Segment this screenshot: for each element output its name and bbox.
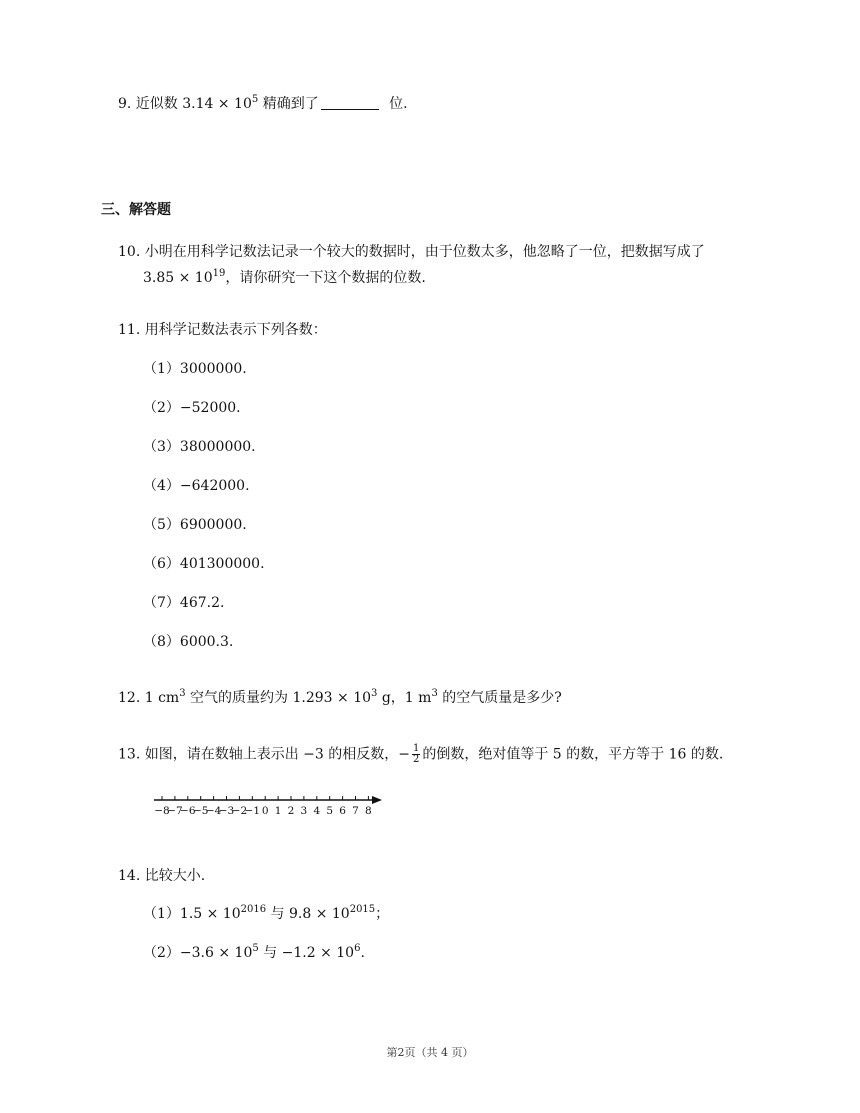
section-title: 三、解答题: [101, 202, 171, 218]
number-line: [150, 792, 390, 820]
q12-part-b: 空气的质量约为 1.293 × 10: [185, 690, 372, 706]
number-line-label: −5: [192, 805, 209, 817]
q14-part-2: [143, 943, 365, 963]
question-12: [118, 688, 562, 708]
q14p1-a: （1）1.5 × 10: [143, 906, 241, 922]
q12-exp-c: 3: [431, 688, 438, 699]
q11-item: （6）401300000.: [143, 556, 265, 572]
number-line-label: 6: [339, 805, 346, 817]
q14p2-b: 与 −1.2 × 10: [258, 945, 355, 961]
q9-prefix: 9. 近似数 3.14 × 10: [118, 96, 252, 112]
question-14-stem: 14. 比较大小.: [118, 868, 206, 884]
number-line-label: 5: [326, 805, 334, 817]
q12-part-c: g，1 m: [377, 690, 432, 706]
q11-item: （3）38000000.: [143, 439, 256, 455]
answer-blank[interactable]: [321, 95, 379, 110]
q14p1-b: 与 9.8 × 10: [266, 906, 350, 922]
number-line-arrow-icon: [372, 796, 382, 804]
q14p2-a: （2）−3.6 × 10: [143, 945, 253, 961]
question-10-line2: [143, 268, 426, 288]
fraction: [412, 744, 420, 765]
q14p1-c: ；: [375, 906, 390, 922]
q10-number: 3.85 × 10: [143, 270, 213, 286]
number-line-label: −8: [154, 805, 170, 817]
number-line-label: −6: [180, 805, 196, 817]
q11-item: （2）−52000.: [143, 400, 241, 416]
number-line-label: 7: [352, 805, 359, 817]
number-line-label: 8: [365, 805, 372, 817]
q14p2-c: .: [360, 945, 365, 961]
q11-item: （5）6900000.: [143, 517, 247, 533]
number-line-label: 2: [287, 805, 295, 817]
q12-part-d: 的空气质量是多少?: [437, 690, 562, 706]
number-line-label: 4: [313, 805, 321, 817]
q12-exp-a: 3: [179, 688, 186, 699]
q9-exponent: 5: [251, 94, 259, 105]
question-9: [118, 94, 408, 114]
question-10-line1: 10. 小明在用科学记数法记录一个较大的数据时，由于位数太多，他忽略了一位，把数据写成了: [118, 244, 705, 260]
q13-part-a: 13. 如图，请在数轴上表示出 −3 的相反数，−: [118, 746, 410, 763]
q14p2-exp-b: 6: [354, 943, 361, 954]
number-line-label: −3: [218, 805, 235, 817]
q10-suffix: ，请你研究一下这个数据的位数.: [225, 270, 426, 286]
number-line-label: 1: [274, 805, 282, 817]
q14p1-exp-b: 2015: [349, 904, 376, 915]
page-footer: 第2页（共 4 页）: [386, 1046, 474, 1059]
q14-part-1: [143, 904, 389, 924]
number-line-label: −2: [231, 805, 248, 817]
q12-exp-b: 3: [371, 688, 378, 699]
q9-suffix: 位.: [384, 96, 408, 112]
number-line-label: 0: [261, 805, 269, 817]
fraction-numerator: 1: [412, 743, 420, 754]
number-line-label: −4: [205, 805, 222, 817]
number-line-label: −1: [244, 805, 261, 817]
q11-item: （1）3000000.: [143, 361, 247, 377]
q10-exponent: 19: [212, 268, 226, 279]
q11-item: （4）−642000.: [143, 478, 250, 494]
q11-item: （7）467.2.: [143, 595, 225, 611]
q9-mid: 精确到了: [258, 96, 319, 112]
number-line-label: −7: [167, 805, 183, 817]
q14p2-exp-a: 5: [252, 943, 259, 954]
fraction-denominator: 2: [412, 754, 420, 765]
question-11-stem: 11. 用科学记数法表示下列各数：: [118, 322, 327, 338]
q11-item: （8）6000.3.: [143, 634, 234, 650]
question-13: [118, 744, 723, 765]
q13-part-b: 的倒数，绝对值等于 5 的数，平方等于 16 的数.: [422, 746, 724, 763]
q12-part-a: 12. 1 cm: [118, 690, 180, 706]
q14p1-exp-a: 2016: [240, 904, 267, 915]
number-line-label: 3: [300, 805, 308, 817]
